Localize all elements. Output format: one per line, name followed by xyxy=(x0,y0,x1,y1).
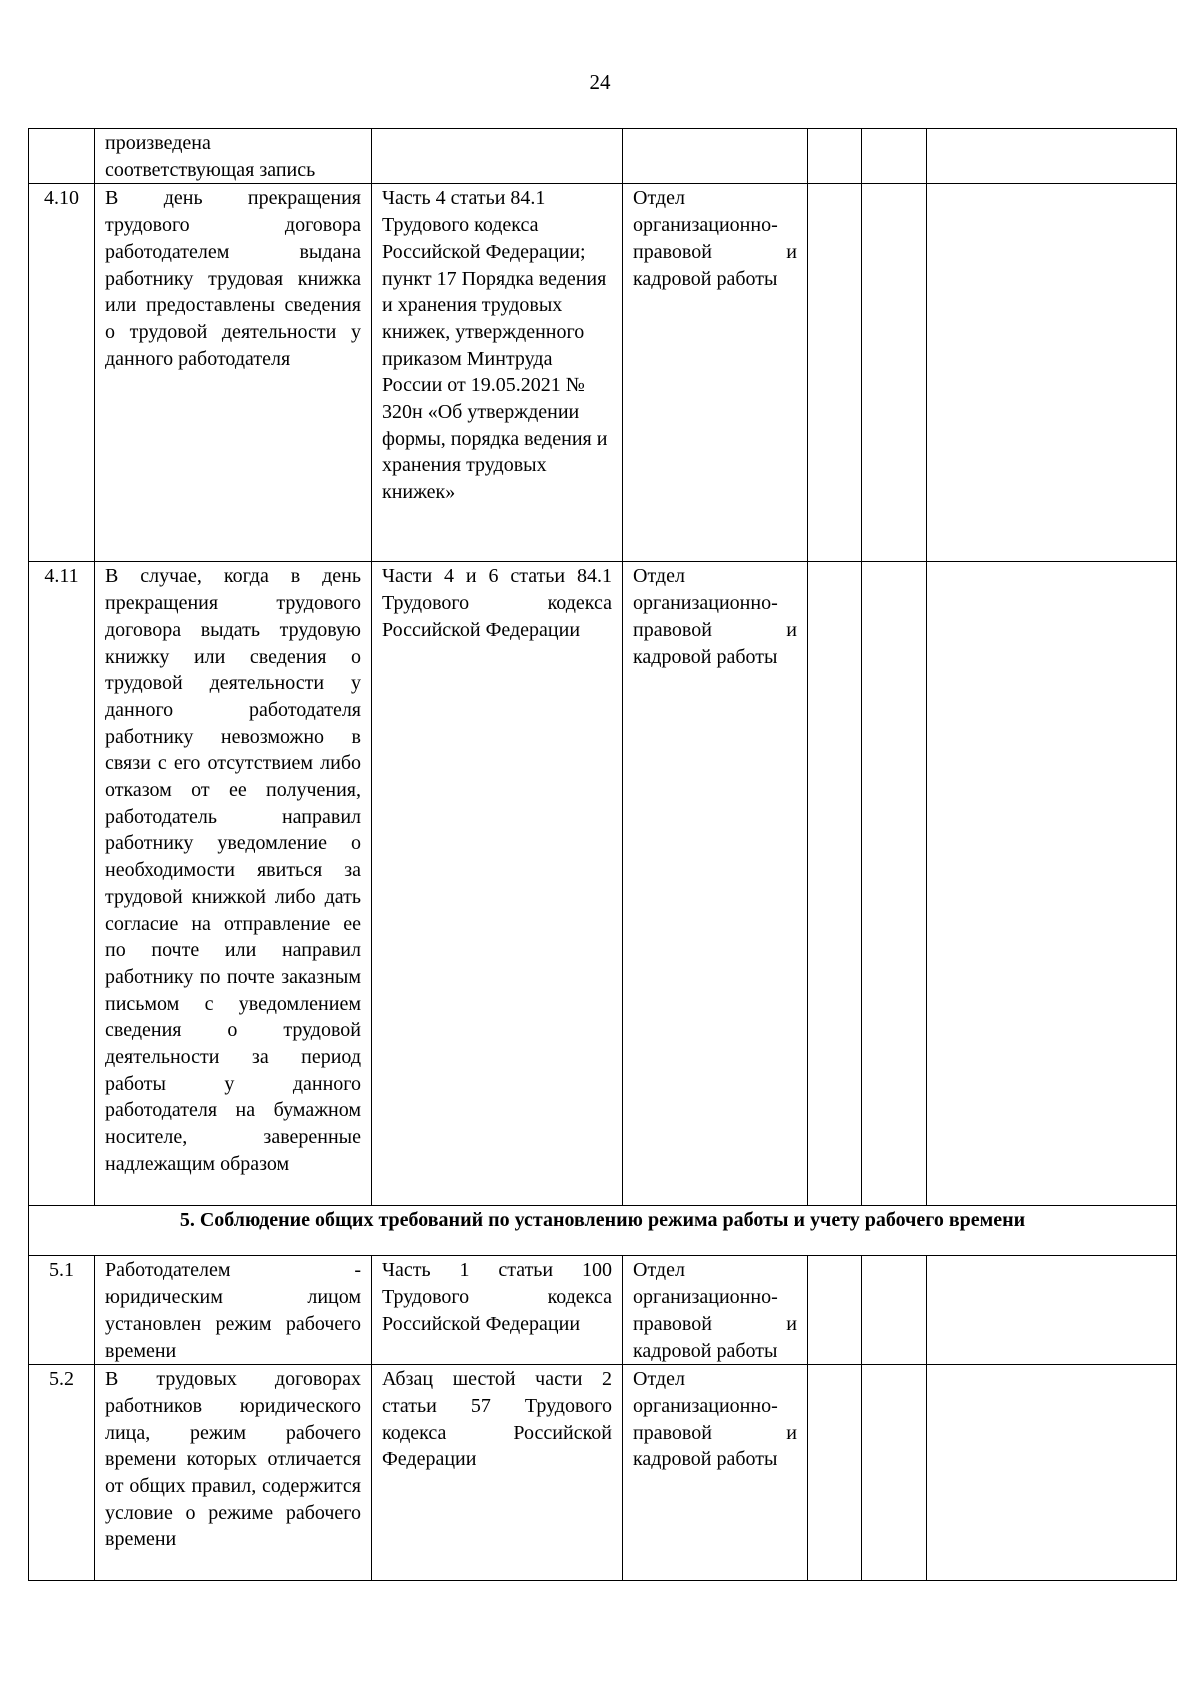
answer-yes-cell xyxy=(808,1256,862,1365)
row-number: 4.11 xyxy=(29,562,95,1206)
answer-no-cell xyxy=(862,184,927,562)
note-cell xyxy=(927,1256,1177,1365)
legal-basis-cell: Часть 1 статьи 100 Трудового кодекса Российской Федерации xyxy=(372,1256,623,1365)
responsible-cell: Отдел организационно-правовой и кадровой работы xyxy=(623,184,808,562)
section-heading-row xyxy=(29,1206,1177,1256)
legal-basis-cell xyxy=(372,129,623,184)
row-number: 5.1 xyxy=(29,1256,95,1365)
requirement-cell: В случае, когда в день прекращения трудового договора выдать трудовую книжку или сведения о трудовой деятельности у данного работодателя работнику невозможно в связи с его отсутствием либо отказом от ее получения, работодатель направил работнику уведомление о необходимости явиться за трудовой книжкой либо дать согласие на отправление ее по почте или направил работнику по почте заказным письмом с уведомлением сведения о трудовой деятельности за период работы у данного работодателя на бумажном носителе, заверенные надлежащим образом xyxy=(95,562,372,1206)
requirement-cell: произведена соответствующая запись xyxy=(95,129,372,184)
answer-no-cell xyxy=(862,562,927,1206)
row-number xyxy=(29,129,95,184)
checklist-table xyxy=(28,128,1177,1581)
legal-basis-cell: Часть 4 статьи 84.1 Трудового кодекса Российской Федерации; пункт 17 Порядка ведения и хранения трудовых книжек, утвержденного приказом Минтруда России от 19.05.2021 № 320н «Об утверждении формы, порядка ведения и хранения трудовых книжек» xyxy=(372,184,623,562)
legal-basis-cell: Части 4 и 6 статьи 84.1 Трудового кодекса Российской Федерации xyxy=(372,562,623,1206)
row-number: 4.10 xyxy=(29,184,95,562)
page-number: 24 xyxy=(589,70,611,94)
responsible-cell: Отдел организационно-правовой и кадровой работы xyxy=(623,1365,808,1581)
note-cell xyxy=(927,129,1177,184)
note-cell xyxy=(927,184,1177,562)
table-row xyxy=(29,129,1177,184)
answer-no-cell xyxy=(862,129,927,184)
answer-no-cell xyxy=(862,1256,927,1365)
section-title: 5. Соблюдение общих требований по установлению режима работы и учету рабочего времени xyxy=(29,1206,1177,1256)
responsible-cell xyxy=(623,129,808,184)
requirement-cell: Работодателем - юридическим лицом установлен режим рабочего времени xyxy=(95,1256,372,1365)
requirement-cell: В трудовых договорах работников юридического лица, режим рабочего времени которых отличается от общих правил, содержится условие о режиме рабочего времени xyxy=(95,1365,372,1581)
note-cell xyxy=(927,562,1177,1206)
table-row xyxy=(29,1256,1177,1365)
answer-yes-cell xyxy=(808,1365,862,1581)
table-row xyxy=(29,1365,1177,1581)
requirement-cell: В день прекращения трудового договора работодателем выдана работнику трудовая книжка или предоставлены сведения о трудовой деятельности у данного работодателя xyxy=(95,184,372,562)
legal-basis-cell: Абзац шестой части 2 статьи 57 Трудового кодекса Российской Федерации xyxy=(372,1365,623,1581)
table-row xyxy=(29,562,1177,1206)
answer-yes-cell xyxy=(808,562,862,1206)
row-number: 5.2 xyxy=(29,1365,95,1581)
answer-no-cell xyxy=(862,1365,927,1581)
responsible-cell: Отдел организационно-правовой и кадровой работы xyxy=(623,1256,808,1365)
answer-yes-cell xyxy=(808,129,862,184)
table-row xyxy=(29,184,1177,562)
responsible-cell: Отдел организационно-правовой и кадровой работы xyxy=(623,562,808,1206)
answer-yes-cell xyxy=(808,184,862,562)
note-cell xyxy=(927,1365,1177,1581)
